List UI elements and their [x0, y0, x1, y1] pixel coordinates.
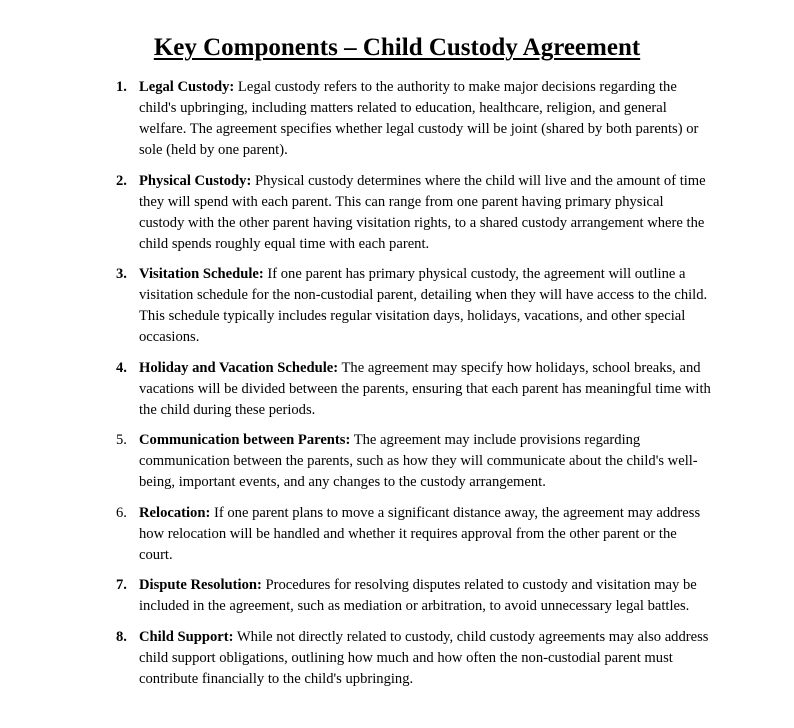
item-text: The agreement may specify how holidays, school breaks, and vacations will be divided between the parents, ensuring that each parent has meaningful time with the child during these periods.	[139, 359, 711, 418]
list-item-child-support	[0, 627, 712, 690]
item-term: Visitation Schedule:	[139, 266, 264, 282]
item-term: Legal Custody:	[139, 79, 235, 95]
item-text: If one parent has primary physical custody, the agreement will outline a visitation schedule for the non-custodial parent, detailing when they will have access to the child. This schedule typically includes regular visitation days, holidays, vacations, and other special occasions.	[139, 266, 708, 345]
item-text: While not directly related to custody, child custody agreements may also address child support obligations, outlining how much and how often the non-custodial parent must contribute financially to the child's upbringing.	[139, 628, 709, 687]
item-number: 1.	[116, 79, 127, 95]
list-item-physical-custody	[0, 171, 712, 255]
item-text: If one parent plans to move a significant distance away, the agreement may address how relocation will be handled and whether it requires approval from the other parent or the court.	[139, 504, 701, 563]
item-term: Dispute Resolution:	[139, 577, 262, 593]
item-term: Physical Custody:	[139, 172, 252, 189]
item-text: Legal custody refers to the authority to make major decisions regarding the child's upbringing, including matters related to education, healthcare, religion, and general welfare. The agreement specifies whether legal custody will be joint (shared by both parents) or sole (held by one parent).	[139, 79, 699, 158]
list-item-legal-custody	[0, 77, 712, 161]
list-item-dispute-resolution	[0, 575, 712, 617]
item-term: Relocation:	[139, 504, 211, 521]
item-term: Holiday and Vacation Schedule:	[139, 359, 339, 376]
item-number: 7.	[116, 577, 127, 593]
item-number: 4.	[116, 359, 127, 376]
item-text: Physical custody determines where the child will live and the amount of time they will spend with each parent. This can range from one parent having primary physical custody with the other parent having visitation rights, to a shared custody arrangement where the child spends roughly equal time with each parent.	[139, 172, 706, 252]
list-item-visitation-schedule	[0, 264, 712, 348]
item-number: 5.	[116, 432, 127, 448]
components-list	[0, 77, 794, 699]
item-number: 8.	[116, 628, 127, 645]
list-item-relocation	[0, 503, 712, 566]
list-item-communication	[0, 430, 712, 493]
item-term: Communication between Parents:	[139, 432, 351, 448]
item-number: 6.	[116, 504, 127, 521]
item-term: Child Support:	[139, 628, 234, 645]
item-text: The agreement may include provisions regarding communication between the parents, such as how they will communicate about the child's well-being, important events, and any changes to the custody arrangement.	[139, 432, 698, 490]
item-number: 3.	[116, 266, 127, 282]
item-number: 2.	[116, 172, 127, 189]
list-item-holiday-vacation-schedule	[0, 358, 712, 421]
item-text: Procedures for resolving disputes related to custody and visitation may be included in the agreement, such as mediation or arbitration, to avoid unnecessary legal battles.	[139, 577, 697, 614]
page-title: Key Components – Child Custody Agreement	[153, 34, 641, 61]
